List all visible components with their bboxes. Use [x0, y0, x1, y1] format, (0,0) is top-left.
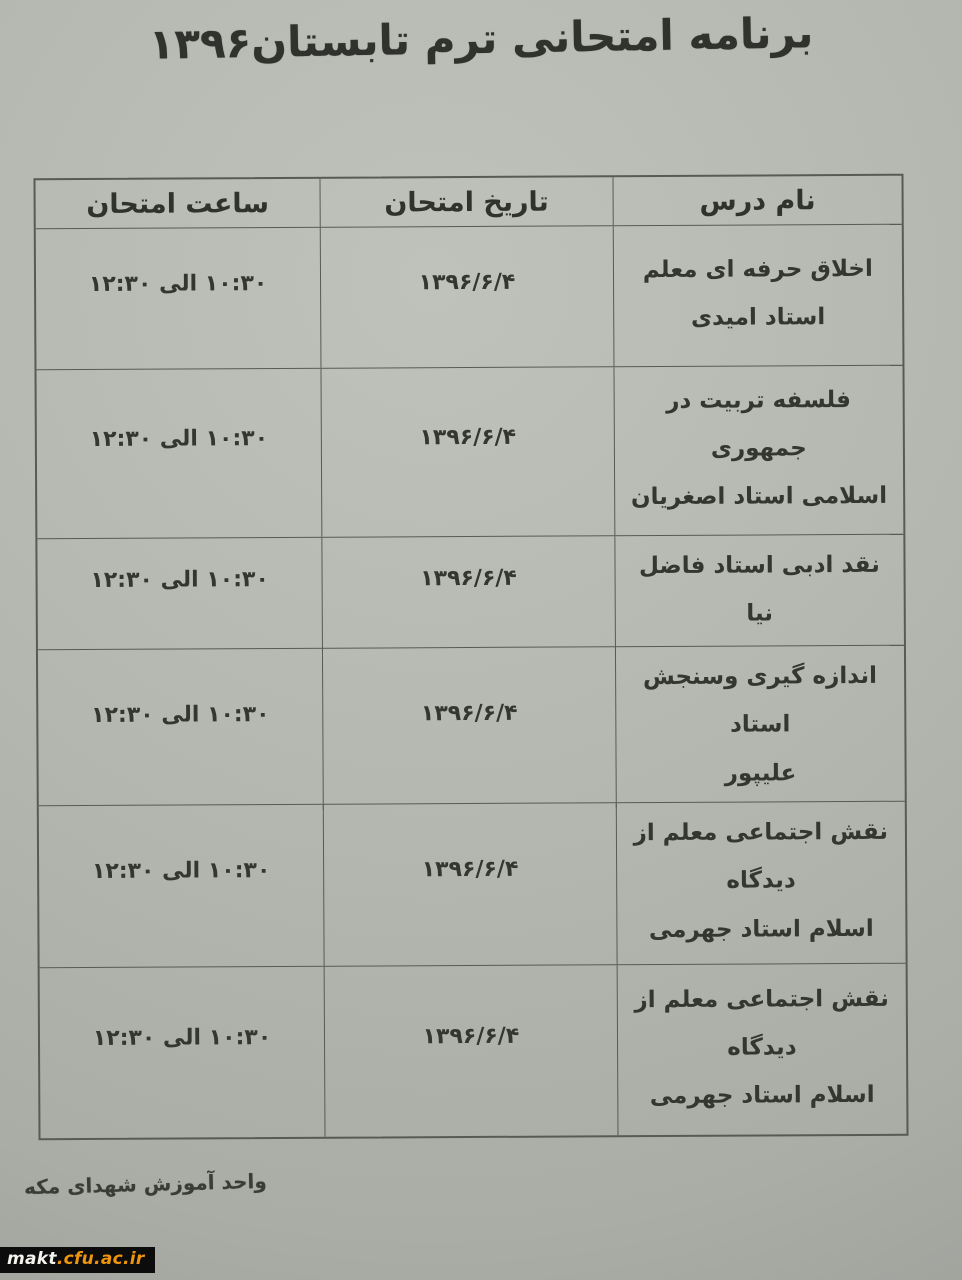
exam-schedule-table — [33, 174, 908, 1141]
course-name-line: استاد امیدی — [690, 304, 826, 331]
table-body — [36, 224, 907, 1139]
table-row — [36, 365, 903, 539]
date-cell: ۱۳۹۶/۶/۴ — [324, 965, 618, 1137]
course-cell — [616, 964, 906, 1136]
footer-note: واحد آموزش شهدای مکه — [23, 1168, 268, 1200]
column-header-exam-time: ساعت امتحان — [86, 187, 270, 220]
table-row — [36, 224, 903, 370]
date-cell: ۱۳۹۶/۶/۴ — [323, 803, 617, 966]
course-name-line: نقش اجتماعی معلم از دیدگاه — [634, 985, 889, 1061]
date-cell: ۱۳۹۶/۶/۴ — [320, 226, 613, 368]
time-cell: ۱۰:۳۰ الی ۱۲:۳۰ — [90, 566, 269, 593]
course-cell — [613, 366, 903, 536]
time-cell: ۱۰:۳۰ الی ۱۲:۳۰ — [92, 1024, 272, 1051]
watermark-site-prefix: makt — [7, 1249, 57, 1269]
course-name-line: اسلام استاد جهرمی — [648, 915, 874, 943]
course-name-line: علیپور — [724, 759, 797, 787]
course-cell — [616, 802, 906, 965]
table-header-row — [35, 176, 901, 229]
watermark-strip — [0, 1247, 155, 1273]
time-cell: ۱۰:۳۰ الی ۱۲:۳۰ — [88, 270, 268, 297]
time-cell: ۱۰:۳۰ الی ۱۲:۳۰ — [91, 858, 271, 884]
course-name-line: فلسفه تربیت در جمهوری — [666, 386, 851, 462]
table-row — [37, 534, 904, 650]
date-cell: ۱۳۹۶/۶/۴ — [321, 367, 615, 537]
column-header-course-name: نام درس — [612, 176, 901, 226]
column-header-exam-date: تاریخ امتحان — [320, 177, 613, 227]
date-cell: ۱۳۹۶/۶/۴ — [321, 536, 614, 650]
time-cell: ۱۰:۳۰ الی ۱۲:۳۰ — [89, 425, 269, 452]
page-title: برنامه امتحانی ترم تابستان۱۳۹۶ — [148, 8, 814, 69]
table-row — [40, 963, 907, 1139]
table-row — [38, 645, 905, 806]
time-cell: ۱۰:۳۰ الی ۱۲:۳۰ — [91, 701, 270, 728]
course-name-line: اندازه گیری وسنجش استاد — [642, 662, 878, 738]
course-name-line: نقش اجتماعی معلم از دیدگاه — [633, 818, 889, 895]
course-name-line: اسلام استاد جهرمی — [649, 1082, 875, 1110]
course-cell — [615, 646, 905, 808]
course-name-line: اخلاق حرفه ای معلم — [642, 255, 873, 283]
date-cell: ۱۳۹۶/۶/۴ — [322, 647, 616, 809]
course-name-line: نقد ادبی استاد فاضل نیا — [638, 551, 880, 627]
watermark-site-suffix: .cfu.ac.ir — [56, 1249, 145, 1269]
course-cell — [613, 225, 903, 367]
table-row — [39, 801, 906, 968]
course-name-line: اسلامی استاد اصغریان — [630, 482, 888, 511]
course-cell — [614, 535, 904, 649]
